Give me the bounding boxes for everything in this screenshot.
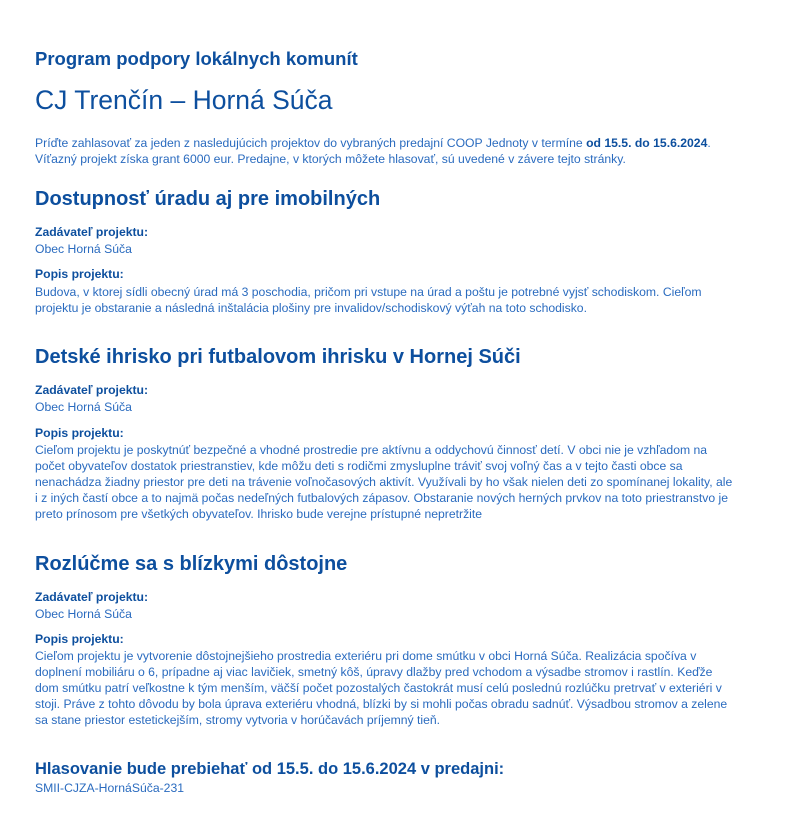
voting-title: Hlasovanie bude prebiehať od 15.5. do 15.6.2024 v predajni:: [35, 760, 505, 778]
project-title-2: Detské ihrisko pri futbalovom ihrisku v Hornej Súči: [35, 346, 521, 368]
submitter-value-1: Obec Horná Súča: [35, 242, 132, 256]
description-text-2: Cieľom projektu je poskytnúť bezpečné a vhodné prostredie pre aktívnu a oddychovú činnosť detí. V obci nie je vzhľadom na počet obyvateľov dostatok priestranstiev, kde môžu deti s rodičmi zmysluplne tráviť svoj voľný čas a v tejto časti obce sa nenachádza žiadny priestor pre deti na trávenie voľnočasových aktivít. Využívali by ho však nielen deti zo spomínanej lokality, ale i z iných častí obce a to najmä počas nedeľných futbalových zápasov. Obstaranie nových herných prvkov na toto priestranstvo je preto prínosom pre všetkých obyvateľov. Ihrisko bude verejne prístupné nepretržite: [35, 443, 733, 521]
submitter-value-3: Obec Horná Súča: [35, 607, 132, 621]
description-label-1: Popis projektu:: [35, 267, 124, 281]
intro-text-after: . Víťazný projekt získa grant 6000 eur. Predajne, v ktorých môžete hlasovať, sú uvedené v závere tejto stránky.: [35, 136, 711, 166]
submitter-label-1: Zadávateľ projektu:: [35, 225, 149, 239]
page-title: CJ Trenčín – Horná Súča: [35, 85, 333, 115]
intro-text-before: Príďte zahlasovať za jeden z nasledujúcich projektov do vybraných predajní COOP Jednoty v termíne: [35, 136, 587, 150]
description-text-1: Budova, v ktorej sídli obecný úrad má 3 poschodia, pričom pri vstupe na úrad a poštu je potrebné vyjsť schodiskom. Cieľom projektu je obstaranie a následná inštalácia plošiny pre invalidov/schodiskový výťah na toto schodisko.: [35, 285, 702, 315]
description-label-2: Popis projektu:: [35, 426, 124, 440]
project-title-3: Rozlúčme sa s blízkymi dôstojne: [35, 553, 348, 575]
submitter-label-2: Zadávateľ projektu:: [35, 383, 149, 397]
intro-date-range: od 15.5. do 15.6.2024: [586, 136, 708, 150]
description-label-3: Popis projektu:: [35, 632, 124, 646]
description-text-3: Cieľom projektu je vytvorenie dôstojnejšieho prostredia exteriéru pri dome smútku v obci Horná Súča. Realizácia spočíva v doplnení mobiliáru o 6, prípadne aj viac lavičiek, smetný kôš, úpravy dlažby pred vchodom a výsadbe stromov i rastlín. Keďže dom smútku patrí veľkostne k tým menším, väčší počet pozostalých častokrát musí celú poslednú rozlúčku pretrvať v exteriéri v stoji. Práve z tohto dôvodu by bola úprava exteriéru vhodná, blízki by si mohli počas obradu sadnúť. Výsadbou stromov a zelene sa stane priestor estetickejším, stromy vytvoria v horúčavách príjemný tieň.: [35, 649, 728, 727]
submitter-value-2: Obec Horná Súča: [35, 400, 132, 414]
program-title: Program podpory lokálnych komunít: [35, 48, 358, 69]
store-code: SMII-CJZA-HornáSúča-231: [35, 781, 185, 795]
submitter-label-3: Zadávateľ projektu:: [35, 590, 149, 604]
intro-paragraph: [35, 135, 735, 167]
project-title-1: Dostupnosť úradu aj pre imobilných: [35, 188, 381, 210]
